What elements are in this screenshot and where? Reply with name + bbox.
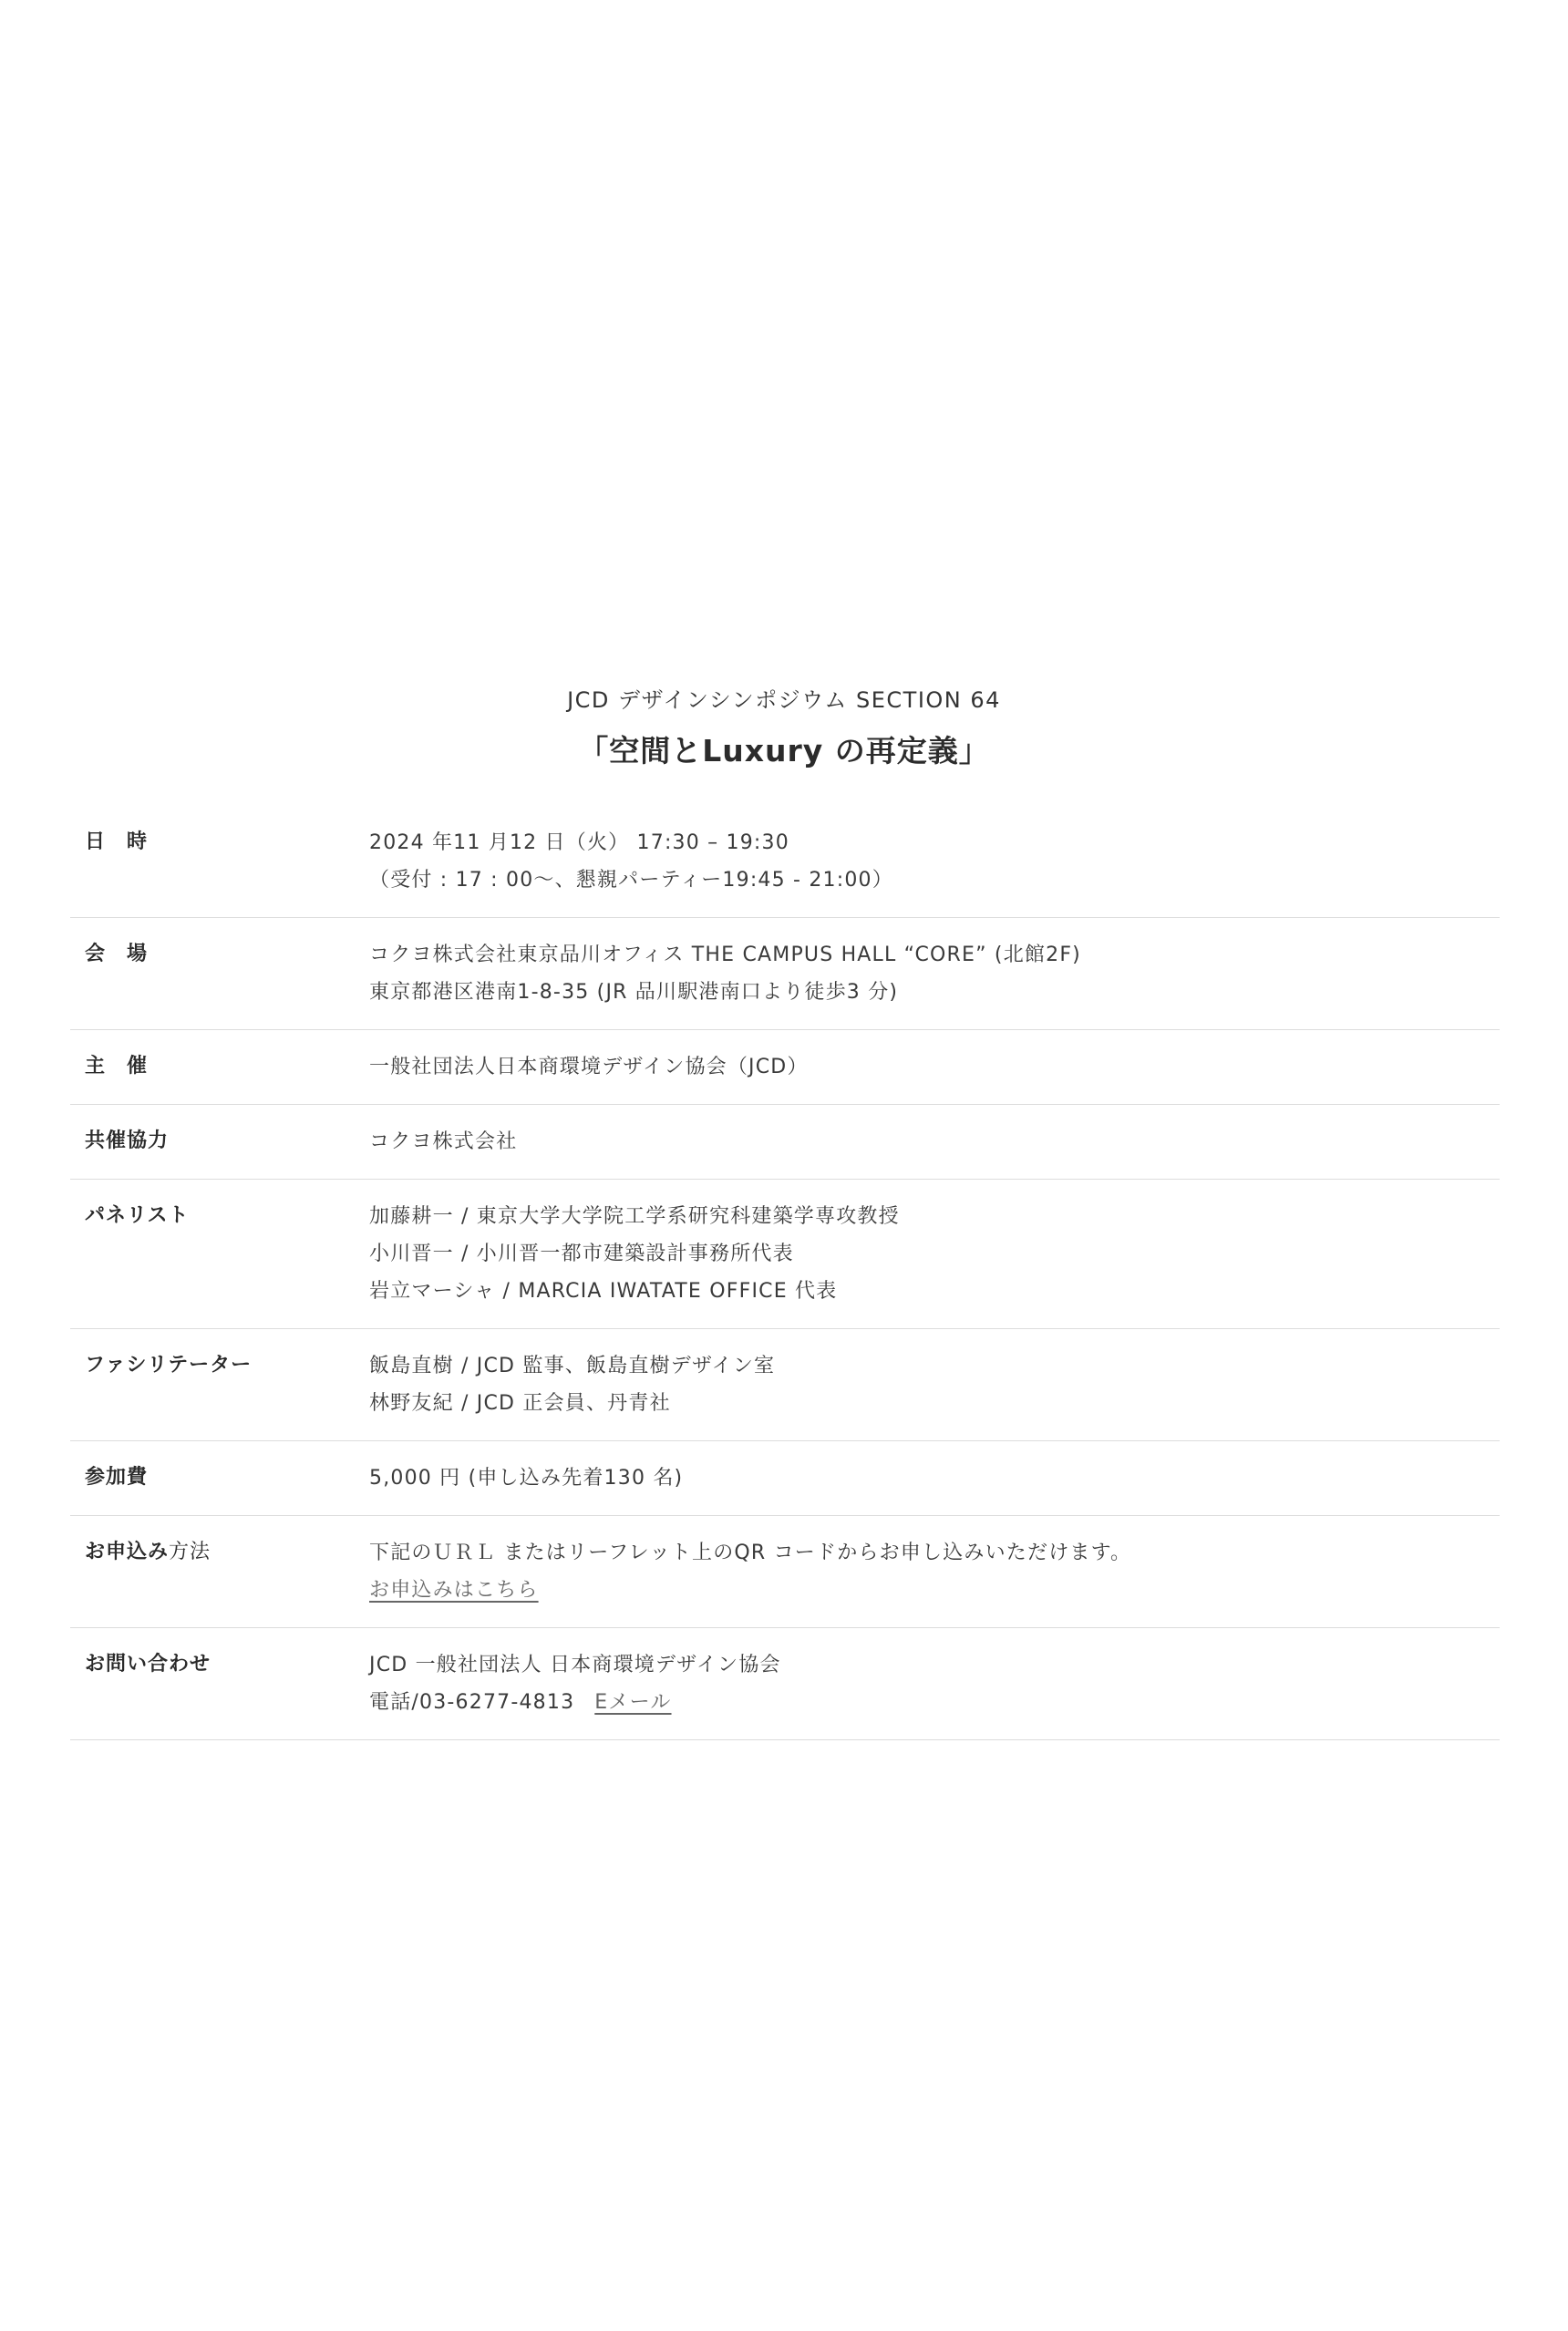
row-venue	[70, 918, 1500, 1030]
row-panelists	[70, 1180, 1500, 1329]
event-info-table	[70, 806, 1500, 1740]
fee-value	[369, 1459, 1500, 1497]
contact-line-2	[369, 1684, 1500, 1721]
row-apply	[70, 1516, 1500, 1628]
apply-line-1: 下記のＵＲＬ またはリーフレット上のQR コードからお申し込みいただけます。	[369, 1542, 1132, 1564]
row-facilitators	[70, 1329, 1500, 1441]
cohost-label: 共催協力	[85, 1129, 170, 1152]
fee-label: 参加費	[85, 1466, 149, 1489]
contact-label: お問い合わせ	[85, 1653, 211, 1676]
host-label: 主 催	[85, 1055, 149, 1078]
panelist-1: 加藤耕一 / 東京大学大学院工学系研究科建築学専攻教授	[369, 1205, 900, 1228]
venue-value	[369, 936, 1500, 1011]
row-host	[70, 1030, 1500, 1105]
facilitators-value	[369, 1347, 1500, 1422]
event-title: 「空間とLuxury の再定義」	[578, 733, 990, 768]
apply-value	[369, 1534, 1500, 1609]
datetime-value	[369, 824, 1500, 899]
row-cohost	[70, 1105, 1500, 1180]
row-contact	[70, 1628, 1500, 1740]
facilitators-label: ファシリテーター	[85, 1354, 253, 1377]
panelist-2: 小川晋一 / 小川晋一都市建築設計事務所代表	[369, 1243, 794, 1265]
apply-link[interactable]: お申込みはこちら	[369, 1579, 539, 1602]
venue-line-1: コクヨ株式会社東京品川オフィス THE CAMPUS HALL “CORE” (北館2F)	[369, 944, 1081, 966]
host-value	[369, 1048, 1500, 1086]
apply-link-line	[369, 1572, 1500, 1609]
datetime-line-1: 2024 年11 月12 日（火） 17:30 – 19:30	[369, 831, 789, 854]
venue-line-2: 東京都港区港南1-8-35 (JR 品川駅港南口より徒歩3 分)	[369, 981, 899, 1004]
apply-label-bold: お申込み	[85, 1541, 170, 1563]
apply-label-light: 方法	[169, 1541, 211, 1563]
row-datetime	[70, 806, 1500, 918]
cohost-value	[369, 1123, 1500, 1160]
datetime-line-2: （受付 : 17 : 00〜、懇親パーティー19:45 - 21:00）	[369, 869, 893, 892]
venue-label: 会 場	[85, 943, 149, 965]
event-header	[0, 682, 1568, 773]
email-link[interactable]: Eメール	[594, 1691, 672, 1714]
facilitator-1: 飯島直樹 / JCD 監事、飯島直樹デザイン室	[369, 1355, 776, 1377]
contact-phone: 電話/03-6277-4813	[369, 1691, 575, 1714]
datetime-label: 日 時	[85, 830, 149, 853]
facilitator-2: 林野友紀 / JCD 正会員、丹青社	[369, 1392, 671, 1415]
panelists-label: パネリスト	[85, 1204, 190, 1227]
panelists-value	[369, 1198, 1500, 1310]
contact-line-1: JCD 一般社団法人 日本商環境デザイン協会	[369, 1654, 781, 1676]
apply-label	[70, 1534, 369, 1609]
host-line-1: 一般社団法人日本商環境デザイン協会（JCD）	[369, 1056, 809, 1078]
panelist-3: 岩立マーシャ / MARCIA IWATATE OFFICE 代表	[369, 1280, 838, 1303]
contact-value	[369, 1646, 1500, 1721]
fee-line-1: 5,000 円 (申し込み先着130 名)	[369, 1467, 684, 1490]
cohost-line-1: コクヨ株式会社	[369, 1130, 518, 1153]
row-fee	[70, 1441, 1500, 1516]
event-subtitle: JCD デザインシンポジウム SECTION 64	[567, 687, 1001, 713]
